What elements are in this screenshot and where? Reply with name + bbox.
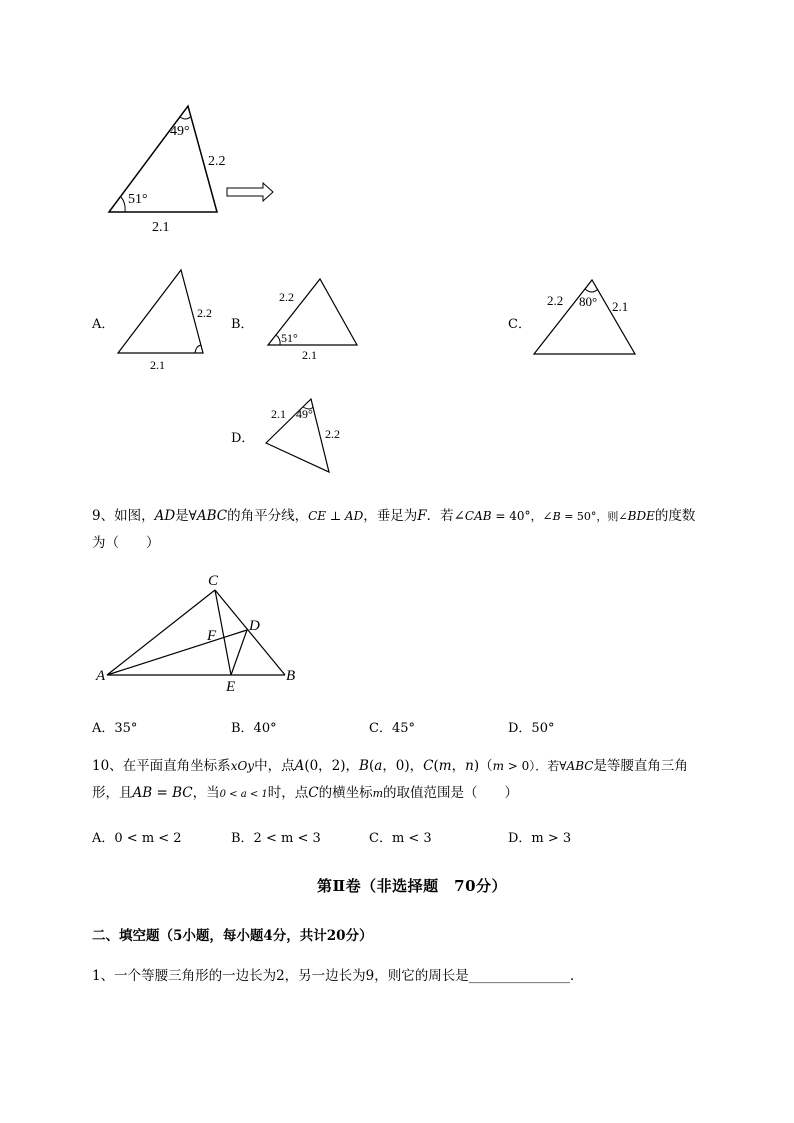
q9-line1: 9、如图，AD是∀ABC的角平分线，CE ⊥ AD，垂足为F．若∠CAB = 40°，∠B = 50°，则∠BDE的度数 bbox=[92, 508, 696, 524]
svg-text:2.2: 2.2 bbox=[197, 306, 212, 320]
angle-label-top: 49° bbox=[170, 124, 190, 139]
svg-text:2.2: 2.2 bbox=[547, 293, 564, 308]
angle-arc-left bbox=[121, 197, 125, 212]
svg-text:2.1: 2.1 bbox=[150, 358, 165, 372]
side-label-bottom: 2.1 bbox=[152, 220, 170, 235]
q9-option-b[interactable]: B．40° bbox=[231, 721, 277, 736]
svg-text:80°: 80° bbox=[579, 294, 598, 309]
q10-line2: 形，且AB = BC，当0 < a < 1时，点C的横坐标m的取值范围是（ ） bbox=[92, 785, 519, 801]
svg-text:C: C bbox=[208, 573, 219, 589]
angle-arc-top bbox=[180, 117, 190, 119]
option-a-label[interactable]: A． bbox=[92, 317, 115, 332]
option-d-figure bbox=[258, 392, 353, 477]
svg-text:B: B bbox=[286, 668, 296, 684]
svg-text:D: D bbox=[249, 618, 260, 634]
q10-option-d[interactable]: D．m > 3 bbox=[508, 831, 572, 846]
q10-option-b[interactable]: B．2 < m < 3 bbox=[231, 831, 321, 846]
fill-in-section-heading: 二、填空题（5小题，每小题4分，共计20分） bbox=[92, 928, 373, 944]
option-b-label[interactable]: B． bbox=[231, 317, 254, 332]
q10-option-a[interactable]: A．0 < m < 2 bbox=[92, 831, 182, 846]
svg-text:2.1: 2.1 bbox=[302, 348, 317, 362]
svg-text:A: A bbox=[96, 668, 106, 684]
q9-figure bbox=[90, 568, 310, 698]
main-triangle-figure bbox=[100, 95, 290, 240]
option-a-figure bbox=[110, 262, 220, 377]
option-c-label[interactable]: C． bbox=[508, 317, 531, 332]
svg-text:49°: 49° bbox=[296, 407, 313, 421]
fill-q1-text: 1、一个等腰三角形的一边长为2，另一边长为9，则它的周长是_______________． bbox=[92, 968, 584, 984]
svg-text:E: E bbox=[226, 679, 236, 695]
option-c-figure bbox=[530, 275, 640, 360]
q9-text bbox=[92, 503, 752, 557]
q10-option-c[interactable]: C．m < 3 bbox=[369, 831, 432, 846]
q9-line2: 为（ ） bbox=[92, 535, 160, 551]
main-triangle bbox=[109, 106, 217, 212]
angle-label-left: 51° bbox=[128, 192, 148, 207]
option-d-label[interactable]: D． bbox=[231, 431, 255, 446]
q9-option-a[interactable]: A．35° bbox=[92, 721, 138, 736]
svg-text:2.1: 2.1 bbox=[271, 407, 286, 421]
q10-text bbox=[92, 753, 752, 808]
section-title: 第Ⅱ卷（非选择题 70分） bbox=[316, 877, 508, 895]
svg-text:51°: 51° bbox=[281, 331, 298, 345]
svg-text:2.2: 2.2 bbox=[325, 427, 340, 441]
q9-option-d[interactable]: D．50° bbox=[508, 721, 555, 736]
q9-option-c[interactable]: C．45° bbox=[369, 721, 415, 736]
svg-text:F: F bbox=[207, 628, 217, 644]
arrow-icon bbox=[227, 183, 273, 201]
q10-line1: 10、在平面直角坐标系xOy中，点A(0，2)，B(a，0)，C(m，n)（m > 0）．若∀ABC是等腰直角三角 bbox=[92, 758, 688, 774]
side-label-right: 2.2 bbox=[208, 154, 226, 169]
svg-text:2.1: 2.1 bbox=[612, 299, 629, 314]
svg-text:2.2: 2.2 bbox=[279, 290, 294, 304]
option-b-figure bbox=[262, 275, 367, 365]
